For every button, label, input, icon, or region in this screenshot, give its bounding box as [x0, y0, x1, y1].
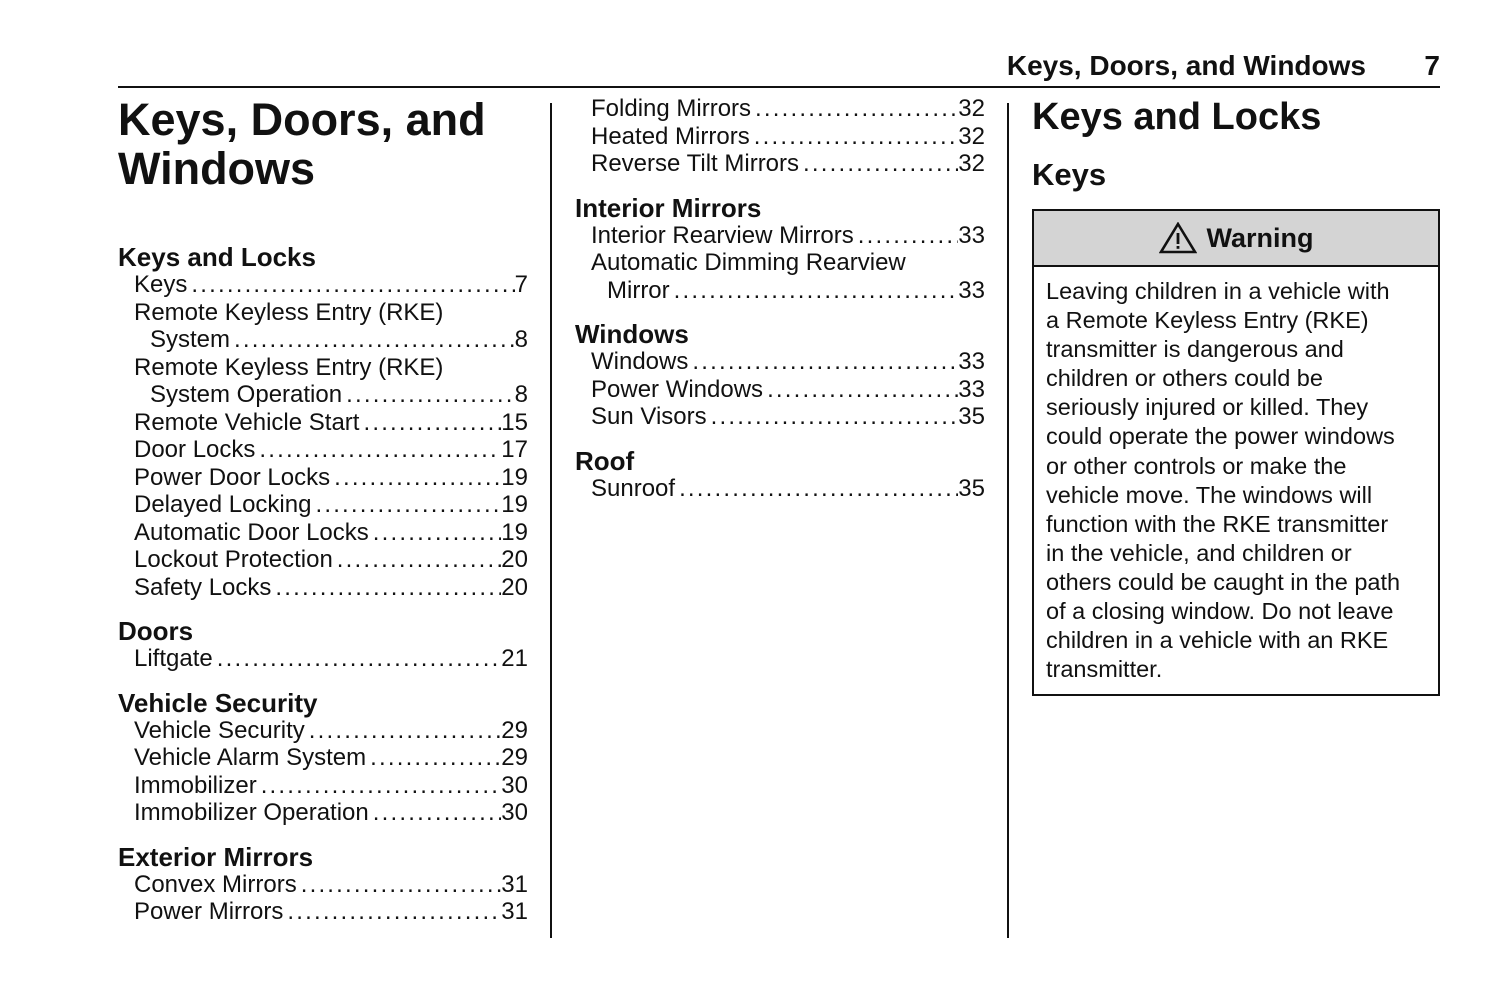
toc-page-number: 32 — [958, 95, 985, 122]
toc-entry-label: Folding Mirrors — [591, 95, 752, 122]
dot-leader — [342, 381, 515, 409]
toc-entry-label: Liftgate — [134, 645, 213, 672]
toc-page-number: 33 — [958, 276, 985, 304]
warning-text-line: Leaving children in a vehicle with — [1046, 278, 1390, 304]
content-column — [1032, 95, 1440, 696]
toc-page-number: 19 — [501, 491, 528, 518]
toc-page-number: 33 — [958, 348, 985, 375]
toc-page-number: 31 — [501, 870, 528, 898]
dot-leader — [751, 95, 958, 123]
toc-page-number: 29 — [501, 716, 528, 744]
toc-page-number: 19 — [501, 518, 528, 546]
header-title: Keys, Doors, and Windows — [1006, 50, 1366, 81]
warning-text-line: vehicle move. The windows will — [1046, 481, 1373, 508]
toc-entry — [575, 376, 985, 404]
toc-section-heading: Vehicle Security — [118, 687, 318, 718]
toc-page-number: 33 — [958, 375, 985, 403]
toc-entry — [575, 475, 985, 503]
warning-text-line: others could be caught in the path — [1046, 568, 1401, 595]
section-heading: Keys and Locks — [1032, 96, 1322, 138]
dot-leader — [187, 271, 514, 299]
toc-page-number: 8 — [514, 381, 528, 408]
toc-entry — [118, 271, 528, 299]
toc-entry-label: Sunroof — [591, 474, 676, 502]
warning-text-line: could operate the power windows — [1046, 423, 1395, 450]
chapter-title-line2: Windows — [118, 143, 316, 194]
toc-page-number: 32 — [958, 122, 985, 150]
toc-entry — [118, 546, 528, 574]
toc-entry — [118, 436, 528, 464]
dot-leader — [305, 717, 502, 745]
toc-entry — [118, 519, 528, 547]
toc-section — [118, 617, 528, 673]
dot-leader — [707, 403, 959, 431]
toc-section — [575, 320, 985, 431]
toc-entry — [118, 645, 528, 673]
toc-entry-label: Door Locks — [134, 436, 256, 463]
toc-section-heading: Windows — [575, 319, 689, 349]
toc-page-number: 31 — [501, 898, 528, 925]
toc-entry — [118, 464, 528, 492]
toc-entry — [118, 799, 528, 827]
toc-entry — [575, 123, 985, 151]
toc-entry — [118, 491, 528, 519]
toc-page-number: 15 — [501, 408, 528, 436]
warning-box — [1032, 209, 1440, 696]
toc-entry — [118, 409, 528, 437]
toc-section — [118, 689, 528, 827]
toc-entry — [118, 898, 528, 926]
dot-leader — [369, 519, 502, 547]
toc-entry — [118, 717, 528, 745]
toc-entry — [118, 744, 528, 772]
toc-page-number: 8 — [514, 326, 528, 353]
toc-entry-label: Power Windows — [591, 375, 764, 403]
page-number: 7 — [1424, 50, 1440, 81]
warning-text-line: or other controls or make the — [1046, 452, 1347, 479]
toc-entry-label: Vehicle Security — [134, 716, 305, 744]
chapter-title-line1: Keys, Doors, and — [118, 94, 486, 145]
dot-leader — [257, 772, 502, 800]
toc-section — [118, 243, 528, 601]
toc-entry-label: Remote Keyless Entry (RKE) — [134, 353, 444, 381]
dot-leader — [854, 222, 959, 250]
toc-page-number: 33 — [958, 221, 985, 249]
toc-column-1 — [118, 95, 528, 942]
toc-entry-label: Automatic Dimming Rearview — [591, 249, 906, 276]
toc-entry-label: Delayed Locking — [134, 491, 312, 518]
dot-leader — [271, 574, 501, 602]
toc-entry-label: Heated Mirrors — [591, 122, 750, 150]
warning-text-line: function with the RKE transmitter — [1046, 510, 1389, 537]
toc-entry — [118, 381, 528, 409]
dot-leader — [330, 464, 501, 492]
warning-text-line: children or others could be — [1046, 365, 1323, 392]
toc-page-number: 35 — [958, 474, 985, 502]
column-divider-1 — [550, 103, 552, 938]
dot-leader — [359, 409, 501, 437]
toc-column-2 — [575, 95, 985, 518]
toc-section-heading: Interior Mirrors — [575, 192, 762, 223]
toc-entry-label: Immobilizer — [134, 771, 257, 799]
running-header — [118, 48, 1440, 88]
dot-leader — [670, 277, 959, 305]
toc-entry-label: Power Door Locks — [134, 463, 331, 491]
toc-section-heading: Exterior Mirrors — [118, 841, 314, 872]
toc-entry-label: Sun Visors — [591, 403, 707, 430]
toc-page-number: 17 — [501, 436, 528, 463]
dot-leader — [333, 546, 502, 574]
dot-leader — [763, 376, 958, 404]
toc-entry-label: Safety Locks — [134, 573, 272, 601]
column-divider-2 — [1007, 103, 1009, 938]
toc-entry — [118, 871, 528, 899]
toc-page-number: 20 — [501, 573, 528, 601]
toc-section-heading: Doors — [118, 616, 194, 646]
toc-page-number: 29 — [501, 744, 528, 771]
toc-entry-label: Vehicle Alarm System — [134, 744, 367, 771]
toc-section — [575, 194, 985, 305]
warning-triangle-icon — [1159, 222, 1197, 254]
subsection-heading: Keys — [1032, 157, 1107, 192]
dot-leader — [297, 871, 502, 899]
toc-entry-label: Power Mirrors — [134, 898, 284, 925]
toc-sections — [118, 243, 528, 926]
warning-text — [1034, 267, 1438, 694]
toc-entry-label: Windows — [591, 348, 689, 375]
toc-entry-label: Immobilizer Operation — [134, 799, 369, 826]
toc-entry-label: Convex Mirrors — [134, 870, 297, 898]
dot-leader — [369, 799, 502, 827]
dot-leader — [213, 645, 502, 673]
toc-entry — [118, 326, 528, 354]
toc-section-heading: Keys and Locks — [118, 242, 316, 272]
toc-entry-label-cont: System — [150, 326, 231, 353]
toc-entry — [575, 222, 985, 250]
toc-entry-label-cont: Mirror — [607, 276, 670, 304]
toc-page-number: 20 — [501, 546, 528, 573]
toc-section — [575, 447, 985, 503]
toc-entry — [118, 574, 528, 602]
toc-entry-label: Remote Keyless Entry (RKE) — [134, 298, 444, 326]
warning-text-line: in the vehicle, and children or — [1046, 539, 1352, 566]
toc-entry-label: Reverse Tilt Mirrors — [591, 150, 800, 177]
toc-entry — [575, 150, 985, 178]
warning-text-line: children in a vehicle with an RKE — [1046, 627, 1389, 654]
toc-page-number: 32 — [958, 150, 985, 177]
toc-page-number: 19 — [501, 463, 528, 491]
dot-leader — [675, 475, 958, 503]
toc-entry-label-cont: System Operation — [150, 381, 343, 408]
toc-entry — [118, 772, 528, 800]
warning-text-line: a Remote Keyless Entry (RKE) — [1046, 307, 1369, 334]
toc-entry-label: Keys — [134, 271, 188, 298]
dot-leader — [366, 744, 501, 772]
toc-entry-label: Lockout Protection — [134, 546, 333, 573]
warning-text-line: transmitter. — [1046, 656, 1163, 683]
toc-page-number: 35 — [958, 403, 985, 430]
toc-page-number: 7 — [514, 271, 528, 298]
warning-header — [1034, 211, 1438, 267]
toc-page-number: 21 — [501, 645, 528, 672]
warning-text-line: transmitter is dangerous and — [1046, 336, 1344, 363]
toc-entry — [575, 403, 985, 431]
toc-sections — [575, 194, 985, 503]
toc-entry — [575, 95, 985, 123]
dot-leader — [311, 491, 501, 519]
toc-page-number: 30 — [501, 771, 528, 799]
toc-entry — [575, 277, 985, 305]
warning-title: Warning — [1206, 222, 1314, 253]
toc-continued-entries — [575, 95, 985, 178]
dot-leader — [230, 326, 515, 354]
dot-leader — [255, 436, 501, 464]
toc-entry — [575, 348, 985, 376]
dot-leader — [688, 348, 958, 376]
toc-entry-label: Automatic Door Locks — [134, 518, 369, 546]
chapter-title — [118, 95, 528, 193]
dot-leader — [283, 898, 501, 926]
toc-entry-label: Remote Vehicle Start — [134, 408, 360, 436]
toc-entry-label: Interior Rearview Mirrors — [591, 221, 854, 249]
warning-text-line: of a closing window. Do not leave — [1046, 598, 1394, 625]
dot-leader — [750, 123, 959, 151]
dot-leader — [799, 150, 958, 178]
toc-section — [118, 843, 528, 926]
warning-text-line: seriously injured or killed. They — [1046, 394, 1369, 421]
toc-section-heading: Roof — [575, 445, 635, 476]
toc-page-number: 30 — [501, 799, 528, 826]
